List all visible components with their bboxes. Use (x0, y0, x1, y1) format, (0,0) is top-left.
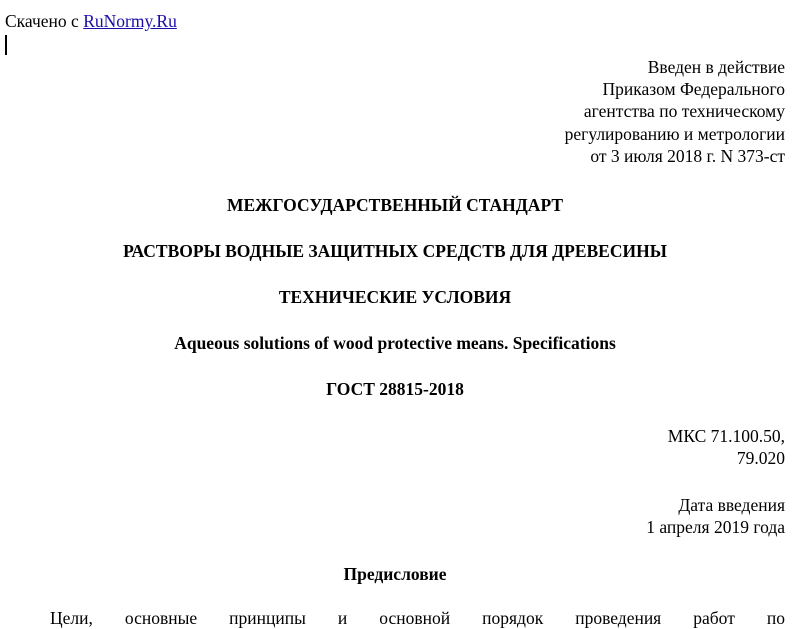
document-subtitle: ТЕХНИЧЕСКИЕ УСЛОВИЯ (278, 287, 512, 307)
text-cursor (5, 35, 7, 55)
standard-type-heading: МЕЖГОСУДАРСТВЕННЫЙ СТАНДАРТ (226, 195, 564, 215)
effective-date-block (646, 494, 785, 538)
gost-number: ГОСТ 28815-2018 (326, 379, 464, 399)
approval-line: Приказом Федерального (602, 79, 785, 100)
approval-line: Введен в действие (647, 57, 785, 77)
approval-line: регулированию и метрологии (564, 123, 785, 144)
source-prefix: Скачено с (5, 11, 84, 31)
mks-block (668, 425, 785, 469)
mks-line: 79.020 (736, 448, 785, 469)
approval-line: от 3 июля 2018 г. N 373-ст (590, 145, 785, 166)
document-title-english: Aqueous solutions of wood protective means. Specifications (174, 333, 616, 353)
document-title: РАСТВОРЫ ВОДНЫЕ ЗАЩИТНЫХ СРЕДСТВ ДЛЯ ДРЕВЕСИНЫ (123, 241, 667, 261)
preface-paragraph: Цели, основные принципы и основной порядок проведения работ по (50, 608, 785, 628)
preface-heading: Предисловие (343, 564, 447, 584)
approval-line: агентства по техническому (583, 101, 785, 122)
source-link[interactable]: RuNormy.Ru (83, 11, 177, 31)
approval-block (565, 56, 785, 167)
effective-date-value: 1 апреля 2019 года (646, 517, 785, 538)
mks-line: МКС 71.100.50, (667, 426, 785, 446)
effective-date-label: Дата введения (678, 495, 785, 515)
source-line (5, 10, 177, 32)
